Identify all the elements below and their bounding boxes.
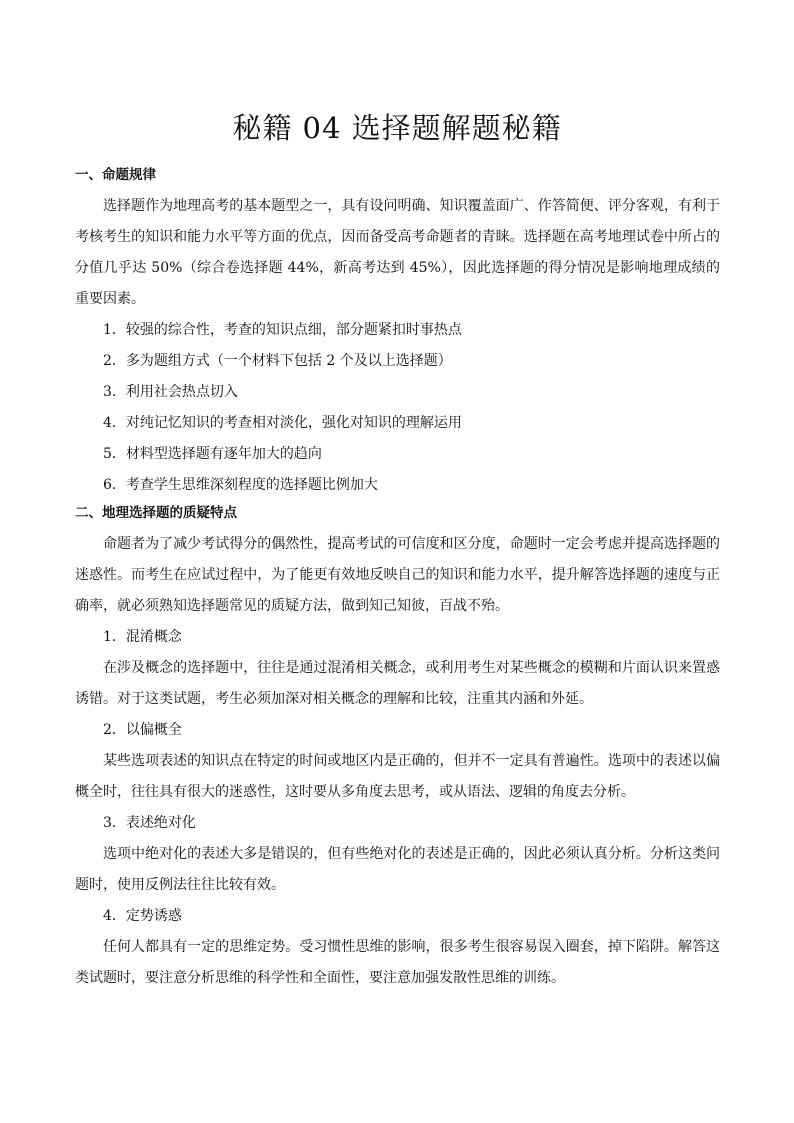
document-body xyxy=(75,163,720,994)
subsection-text: 某些选项表述的知识点在特定的时间或地区内是正确的，但并不一定具有普遍性。选项中的表述以偏概全时，往往具有很大的迷惑性，这时要从多角度去思考，或从语法、逻辑的角度去分析。 xyxy=(75,753,720,800)
section-2-intro: 命题者为了减少考试得分的偶然性，提高考试的可信度和区分度，命题时一定会考虑并提高选择题的迷惑性。而考生在应试过程中，为了能更有效地反映自己的知识和能力水平，提升解答选择题的速度与正确率，就必须熟知选择题常见的质疑方法，做到知己知彼，百战不殆。 xyxy=(75,536,720,614)
section-heading-2: 二、地理选择题的质疑特点 xyxy=(75,505,237,521)
page-title: 秘籍 04 选择题解题秘籍 xyxy=(232,111,562,145)
subsection-text: 任何人都具有一定的思维定势。受习惯性思维的影响，很多考生很容易误入圈套，掉下陷阱。解答这类试题时，要注意分析思维的科学性和全面性，要注意加强发散性思维的训练。 xyxy=(75,939,720,986)
section-heading-1: 一、命题规律 xyxy=(75,167,156,183)
subsection-text: 在涉及概念的选择题中，往往是通过混淆相关概念，或利用考生对某些概念的模糊和片面认识来置惑诱错。对于这类试题，考生必须加深对相关概念的理解和比较，注重其内涵和外延。 xyxy=(75,660,720,707)
subsection-text: 选项中绝对化的表述大多是错误的，但有些绝对化的表述是正确的，因此必须认真分析。分析这类问题时，使用反例法往往比较有效。 xyxy=(75,846,720,893)
list-item: 4．对纯记忆知识的考查相对淡化，强化对知识的理解运用 xyxy=(103,415,462,431)
section-1-intro: 选择题作为地理高考的基本题型之一，具有设问明确、知识覆盖面广、作答简便、评分客观，有利于考核考生的知识和能力水平等方面的优点，因而备受高考命题者的青睐。选择题在高考地理试卷中所占的分值几乎达 50%（综合卷选择题 44%，新高考达到 45%），因此选择题的得分情况是影响地理成绩的重要因素。 xyxy=(75,198,720,307)
list-item: 3．利用社会热点切入 xyxy=(103,384,238,400)
subsection-label: 4．定势诱惑 xyxy=(103,908,182,924)
list-item: 2．多为题组方式（一个材料下包括 2 个及以上选择题） xyxy=(103,353,452,369)
subsection-label: 1．混淆概念 xyxy=(103,629,182,645)
list-item: 6．考查学生思维深刻程度的选择题比例加大 xyxy=(103,477,378,493)
subsection-label: 2．以偏概全 xyxy=(103,722,182,738)
subsection-label: 3．表述绝对化 xyxy=(103,815,196,831)
list-item: 5．材料型选择题有逐年加大的趋向 xyxy=(103,446,322,462)
list-item: 1．较强的综合性，考查的知识点细，部分题紧扣时事热点 xyxy=(103,322,462,338)
